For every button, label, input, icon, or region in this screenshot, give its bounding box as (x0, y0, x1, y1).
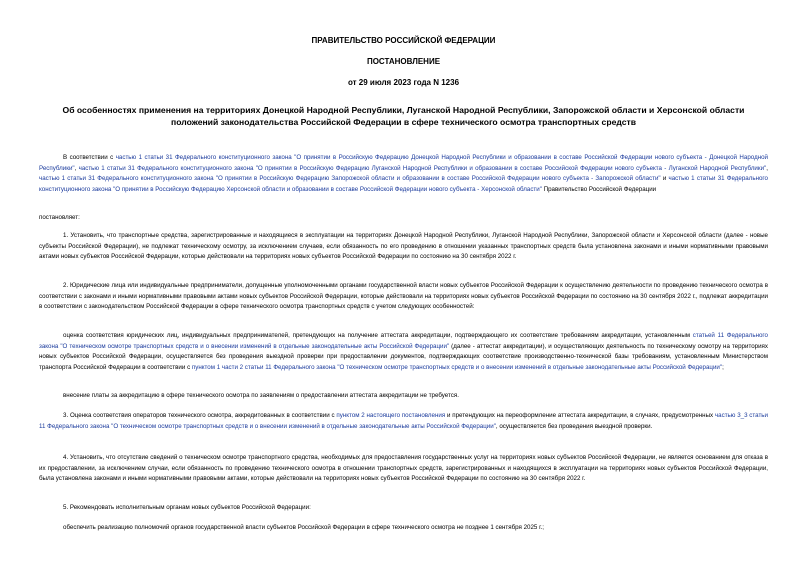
preamble-text-1: В соответствии с (63, 154, 116, 161)
link-law-lugansk[interactable]: частью 1 статьи 31 Федерального конституционного закона "О принятии в Российскую Федерацию Луганской Народной Республики и образовании в составе Российской Федерации нового субъекта - Луганской Народной Республики" (78, 164, 767, 172)
paragraph-3 (39, 411, 768, 432)
decides-text: постановляет: (39, 214, 80, 221)
link-clause-2-this-resolution[interactable]: пунктом 2 настоящего постановления (336, 412, 446, 419)
preamble-paragraph (39, 153, 768, 195)
paragraph-5: 5. Рекомендовать исполнительным органам новых субъектов Российской Федерации: (63, 504, 311, 511)
paragraph-2-item-a (39, 331, 768, 373)
document-type-heading: ПОСТАНОВЛЕНИЕ (366, 57, 441, 66)
p3-text-2: и претендующих на переоформление аттестата аккредитации, в случаях, предусмотренных (445, 412, 715, 419)
preamble-text-4: и (660, 175, 669, 182)
link-law-zaporozhye[interactable]: частью 1 статьи 31 Федерального конституционного закона "О принятии в Российскую Федерацию Запорожской области и образовании в составе Российской Федерации нового субъекта - Запорожской области" (39, 175, 661, 182)
government-heading: ПРАВИТЕЛЬСТВО РОССИЙСКОЙ ФЕДЕРАЦИИ (311, 36, 496, 45)
paragraph-1: 1. Установить, что транспортные средства, зарегистрированные и находящиеся в эксплуатации на территориях Донецкой Народной Республики, Луганской Народной Республики, Запорожской области и Херсонской области (далее - новые субъекты Российской Федерации), не подлежат техническому осмотру, за исключением случаев, если обязанность по его проведению в отношении указанных транспортных средств была установлена законами и иными нормативными правовыми актами новых субъектов Российской Федерации, которые действовали на территориях новых субъектов Российской Федерации по состоянию на 30 сентября 2022 г. (39, 232, 768, 260)
p3-text-3: , осуществляется без проведения выездной проверки. (495, 422, 653, 430)
link-clause-1-part-2-article-11[interactable]: пунктом 1 части 2 статьи 11 Федерального закона "О техническом осмотре транспортных средств и о внесении изменений в отдельные законодательные акты Российской Федерации" (191, 363, 723, 371)
paragraph-2-item-b: внесение платы за аккредитацию в сфере технического осмотра по заявлениям о предоставлении аттестата аккредитации не требуется. (63, 392, 459, 399)
link-part-3-3-article-11[interactable]: частью 3_3 статьи 11 Федерального закона "О техническом осмотре транспортных средств и о внесении изменений в отдельные законодательные акты Российской Федерации" (39, 412, 768, 430)
p2a-text-3: ; (722, 363, 724, 371)
link-article-11[interactable]: статьей 11 Федерального закона "О техническом осмотре транспортных средств и о внесении изменений в отдельные законодательные акты Российской Федерации" (39, 332, 768, 350)
paragraph-5-item-a: обеспечить реализацию полномочий органов государственной власти субъектов Российской Федерации в сфере технического осмотра не позднее 1 сентября 2025 г.; (63, 524, 545, 531)
preamble-text-2: , (74, 164, 79, 172)
document-date-number: от 29 июля 2023 года N 1236 (347, 78, 460, 87)
paragraph-4: 4. Установить, что отсутствие сведений о техническом осмотре транспортного средства, необходимых для предоставления государственных услуг на территориях новых субъектов Российской Федерации, не является основанием для отказа в их предоставлении, за исключением случаи, если обязанность по проведению технического осмотра в отношении транспортных средств, зарегистрированных и находящихся в эксплуатации на территориях новых субъектов Российской Федерации, была установлена законами и иными нормативными правовыми актами, которые действовали на территориях новых субъектов Российской Федерации по состоянию на 30 сентября 2022 г. (39, 454, 768, 482)
p2a-text-2: (далее - аттестат аккредитации), и осуществляющих деятельность по техническому осмотру на территориях новых субъектов Российской Федерации, осуществляется без проведения выездной проверки при предоставлении документов, подтверждающих соответствие производственно-технической базы требованиям, установленным Министерством транспорта Российской Федерации в соответствии с (39, 342, 769, 371)
preamble-text-5: Правительство Российской Федерации (541, 185, 657, 193)
preamble-text-3: , (766, 164, 768, 172)
p3-text-1: 3. Оценка соответствия операторов технического осмотра, аккредитованных в соответствии с (63, 412, 337, 419)
paragraph-2: 2. Юридические лица или индивидуальные предприниматели, допущенные уполномоченными органами государственной власти новых субъектов Российской Федерации к осуществлению деятельности по проведению технического осмотра в соответствии с законами и иными нормативными правовыми актами новых субъектов Российской Федерации, которые действовали на территориях новых субъектов Российской Федерации по состоянию на 30 сентября 2022 г., подлежат аккредитации в соответствии с законодательством Российской Федерации в сфере технического осмотра транспортных средств с учетом следующих особенностей: (39, 282, 768, 310)
p2a-text-1: оценка соответствия юридических лиц, индивидуальных предпринимателей, претендующих на получение аттестата аккредитации, подтверждающего их соответствие требованиям аккредитации, установленным (63, 332, 693, 339)
link-law-donetsk[interactable]: частью 1 статьи 31 Федерального конституционного закона "О принятии в Российскую Федерацию Донецкой Народной Республики и образовании в составе Российской Федерации нового субъекта - Донецкой Народной Республики" (39, 154, 769, 172)
link-law-kherson[interactable]: частью 1 статьи 31 Федерального конституционного закона "О принятии в Российскую Федерацию Херсонской области и образовании в составе Российской Федерации нового субъекта - Херсонской области" (39, 175, 768, 193)
document-title-line2: положений законодательства Российской Федерации в сфере технического осмотра транспортных средств (171, 117, 636, 127)
document-title-line1: Об особенностях применения на территориях Донецкой Народной Республики, Луганской Народной Республики, Запорожской области и Херсонской области (62, 105, 745, 115)
document-title (30, 104, 777, 128)
